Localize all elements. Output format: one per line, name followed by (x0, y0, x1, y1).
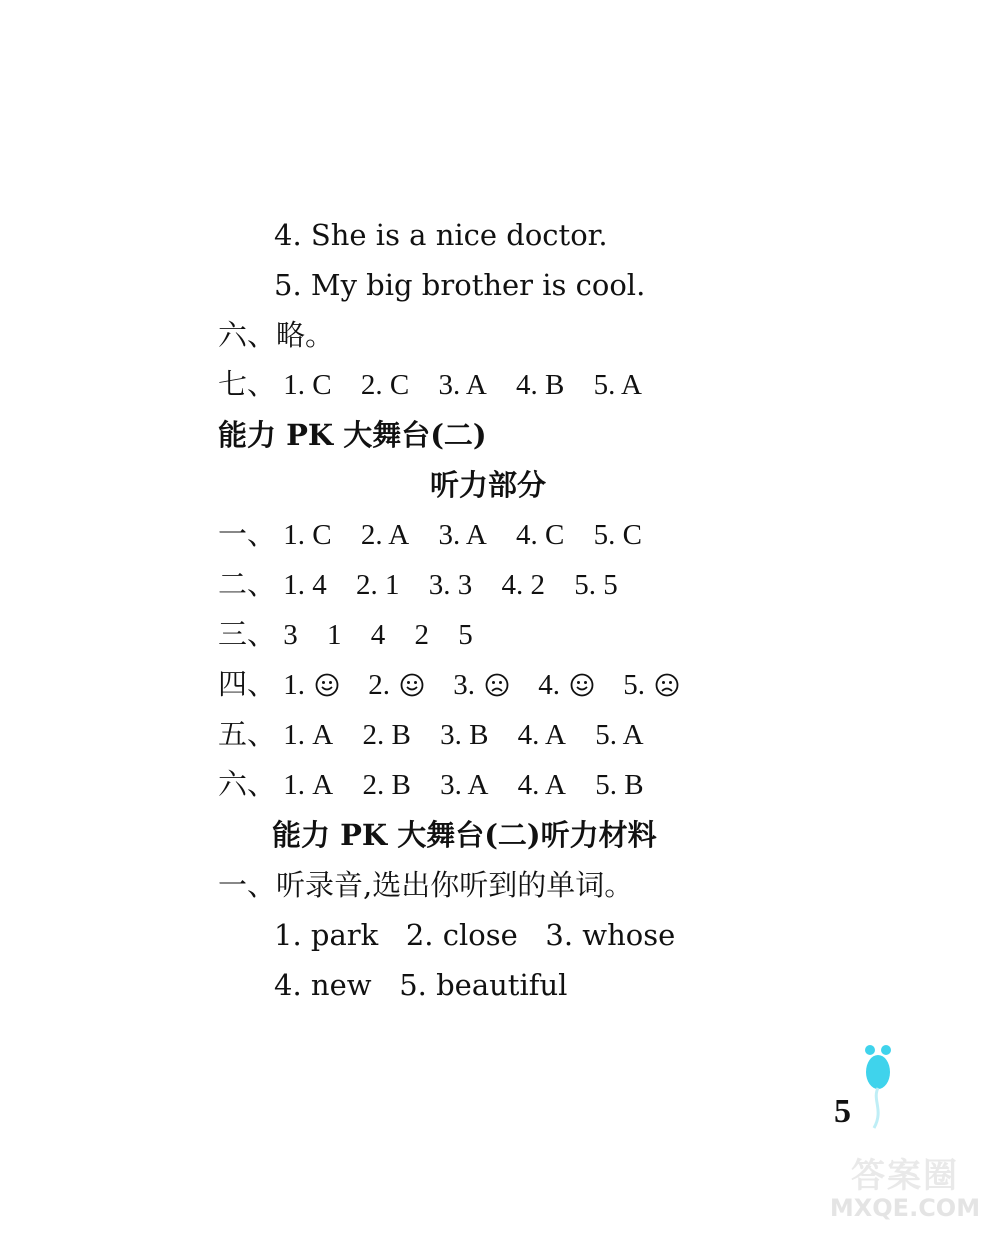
frowning-face-icon (655, 673, 679, 697)
smiley-face-icon (400, 673, 424, 697)
face-label: 1. (283, 669, 306, 701)
answer-item: 5. A (595, 719, 644, 751)
face-item (283, 669, 339, 701)
answer-six-omitted: 六、略。 (218, 318, 335, 352)
answer-line-4: 4. She is a nice doctor. (274, 218, 608, 252)
answer-item: 4. B (516, 369, 565, 401)
row-prefix: 五、 (218, 719, 277, 751)
answer-item: 4. A (517, 769, 566, 801)
answer-item: 1. A (283, 719, 334, 751)
row-prefix: 一、 (218, 519, 277, 551)
answer-item: 1 (327, 619, 342, 651)
watermark-url: MXQE.COM (829, 1194, 981, 1222)
answer-item: 1. C (283, 519, 332, 551)
answer-item: 1. A (283, 769, 334, 801)
answer-item: 4. C (516, 519, 565, 551)
answer-row-1 (218, 518, 642, 552)
answer-seven-row (218, 368, 642, 402)
face-item (368, 669, 424, 701)
answer-item: 2. C (360, 369, 410, 401)
page-number: 5 (834, 1093, 851, 1130)
material-words-line-1: 1. park 2. close 3. whose (274, 918, 676, 952)
face-item (623, 669, 679, 701)
face-item (453, 669, 509, 701)
answer-item: 5 (458, 619, 473, 651)
answer-item: 4. A (517, 719, 566, 751)
answer-item: 3. A (438, 369, 487, 401)
material-question-1: 一、听录音,选出你听到的单词。 (218, 868, 634, 902)
answer-item: 2. A (360, 519, 410, 551)
smiley-face-icon (315, 673, 339, 697)
answer-row-4-faces (218, 668, 679, 702)
watermark (820, 1148, 990, 1228)
row-prefix: 四、 (218, 669, 277, 701)
answer-item: 5. A (593, 369, 642, 401)
answer-item: 5. C (593, 519, 642, 551)
face-label: 3. (453, 669, 476, 701)
listening-material-title: 能力 PK 大舞台(二)听力材料 (272, 818, 657, 852)
answer-item: 3 (283, 619, 298, 651)
frowning-face-icon (485, 673, 509, 697)
face-label: 2. (368, 669, 391, 701)
answer-item: 1. C (283, 369, 332, 401)
row-prefix: 二、 (218, 569, 277, 601)
row-prefix: 三、 (218, 619, 277, 651)
mascot-icon (858, 1040, 898, 1130)
watermark-logo-text: 答案圈 (851, 1156, 959, 1196)
material-words-line-2: 4. new 5. beautiful (274, 968, 568, 1002)
answer-row-3 (218, 618, 473, 652)
answer-item: 3. A (438, 519, 487, 551)
answer-item: 2. B (362, 719, 411, 751)
answer-item: 2. 1 (356, 569, 400, 601)
answer-item: 1. 4 (283, 569, 327, 601)
answer-row-2 (218, 568, 618, 602)
smiley-face-icon (570, 673, 594, 697)
row-prefix: 六、 (218, 769, 277, 801)
answer-item: 5. 5 (574, 569, 618, 601)
answer-item: 4. 2 (501, 569, 546, 601)
face-label: 5. (623, 669, 646, 701)
answer-item: 2 (414, 619, 430, 651)
answer-row-5 (218, 718, 644, 752)
answer-line-5: 5. My big brother is cool. (274, 268, 646, 302)
answer-item: 5. B (595, 769, 644, 801)
answer-item: 3. A (440, 769, 489, 801)
answer-item: 2. B (362, 769, 411, 801)
answer-item: 3. B (440, 719, 489, 751)
answer-item: 3. 3 (428, 569, 473, 601)
answer-item: 4 (370, 619, 386, 651)
listening-part-heading: 听力部分 (430, 468, 547, 502)
face-label: 4. (538, 669, 561, 701)
answer-row-6 (218, 768, 644, 802)
face-item (538, 669, 594, 701)
row-prefix: 七、 (218, 369, 277, 401)
section-title: 能力 PK 大舞台(二) (218, 418, 487, 452)
